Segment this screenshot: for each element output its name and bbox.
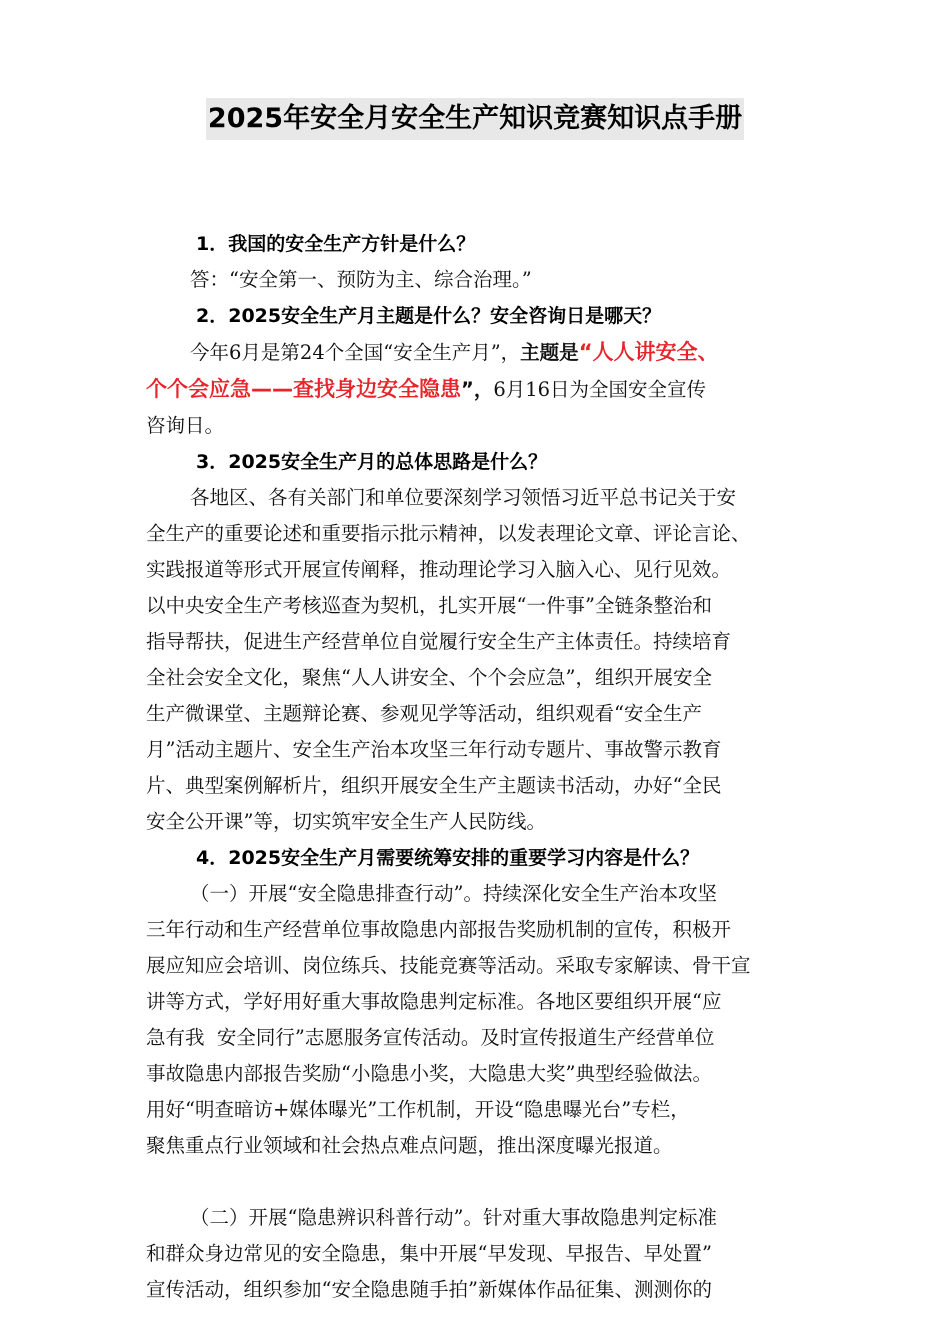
answer-3-line: 以中央安全生产考核巡查为契机，扎实开展“一件事”全链条整治和 xyxy=(146,594,712,617)
answer-1: 答：“安全第一、预防为主、综合治理。” xyxy=(190,268,532,291)
answer-3-line: 月”活动主题片、安全生产治本攻坚三年行动专题片、事故警示教育 xyxy=(146,738,722,761)
answer-3-line: 全生产的重要论述和重要指示批示精神，以发表理论文章、评论言论、 xyxy=(146,522,751,545)
answer-4-part-1-line: 聚焦重点行业领域和社会热点难点问题，推出深度曝光报道。 xyxy=(146,1134,673,1157)
answer-4-part-2-line: （二）开展“隐患辨识科普行动”。针对重大事故隐患判定标准 xyxy=(190,1206,717,1229)
answer-2-bold: 主题是 xyxy=(520,341,579,364)
answer-4-part-1-line: （一）开展“安全隐患排查行动”。持续深化安全生产治本攻坚 xyxy=(190,882,717,905)
question-4: 4．2025安全生产月需要统筹安排的重要学习内容是什么？ xyxy=(196,847,700,869)
paragraph-gap xyxy=(146,1164,826,1200)
document-title: 2025年安全月安全生产知识竞赛知识点手册 xyxy=(206,98,744,140)
answer-3-line: 各地区、各有关部门和单位要深刻学习领悟习近平总书记关于安 xyxy=(190,486,737,509)
theme-highlight-cont: 个个会应急——查找身边安全隐患 xyxy=(146,377,461,401)
answer-4-part-1-line: 讲等方式，学好用好重大事故隐患判定标准。各地区要组织开展“应 xyxy=(146,990,722,1013)
answer-2-date-text: 6月16日为全国安全宣传 xyxy=(493,378,707,401)
answer-4-part-1-line: 急有我 安全同行”志愿服务宣传活动。及时宣传报道生产经营单位 xyxy=(146,1026,715,1049)
answer-3-line: 实践报道等形式开展宣传阐释，推动理论学习入脑入心、见行见效。 xyxy=(146,558,732,581)
answer-4-part-2-line: 和群众身边常见的安全隐患，集中开展“早发现、早报告、早处置” xyxy=(146,1242,712,1265)
answer-4-part-2-line: 宣传活动，组织参加“安全隐患随手拍”新媒体作品征集、测测你的 xyxy=(146,1278,712,1301)
answer-2-bold-quote: ”， xyxy=(461,378,494,401)
answer-3-line: 全社会安全文化，聚焦“人人讲安全、个个会应急”，组织开展安全 xyxy=(146,666,712,689)
answer-4-part-1-line: 展应知应会培训、岗位练兵、技能竞赛等活动。采取专家解读、骨干宣 xyxy=(146,954,751,977)
answer-4-part-1-line: 事故隐患内部报告奖励“小隐患小奖，大隐患大奖”典型经验做法。 xyxy=(146,1062,712,1085)
answer-3-line: 片、典型案例解析片，组织开展安全生产主题读书活动，办好“全民 xyxy=(146,774,722,797)
question-1: 1．我国的安全生产方针是什么？ xyxy=(196,233,476,255)
question-3: 3．2025安全生产月的总体思路是什么？ xyxy=(196,451,548,473)
answer-3-line: 生产微课堂、主题辩论赛、参观见学等活动，组织观看“安全生产 xyxy=(146,702,702,725)
theme-highlight: “人人讲安全、 xyxy=(578,340,719,364)
answer-4-part-1-line: 三年行动和生产经营单位事故隐患内部报告奖励机制的宣传，积极开 xyxy=(146,918,732,941)
answer-3-line: 安全公开课”等，切实筑牢安全生产人民防线。 xyxy=(146,810,546,833)
answer-4-part-1-line: 用好“明查暗访+媒体曝光”工作机制，开设“隐患曝光台”专栏， xyxy=(146,1098,690,1121)
question-2: 2．2025安全生产月主题是什么？安全咨询日是哪天？ xyxy=(196,305,662,327)
answer-2-line-3: 咨询日。 xyxy=(146,414,225,437)
answer-2-line-1 xyxy=(146,334,826,371)
title-wrapper xyxy=(0,98,950,140)
answer-2-text: 今年6月是第24个全国“安全生产月”， xyxy=(190,341,521,364)
answer-3-line: 指导帮扶，促进生产经营单位自觉履行安全生产主体责任。持续培育 xyxy=(146,630,732,653)
answer-2-line-2 xyxy=(146,371,826,408)
document-body xyxy=(146,226,826,1308)
